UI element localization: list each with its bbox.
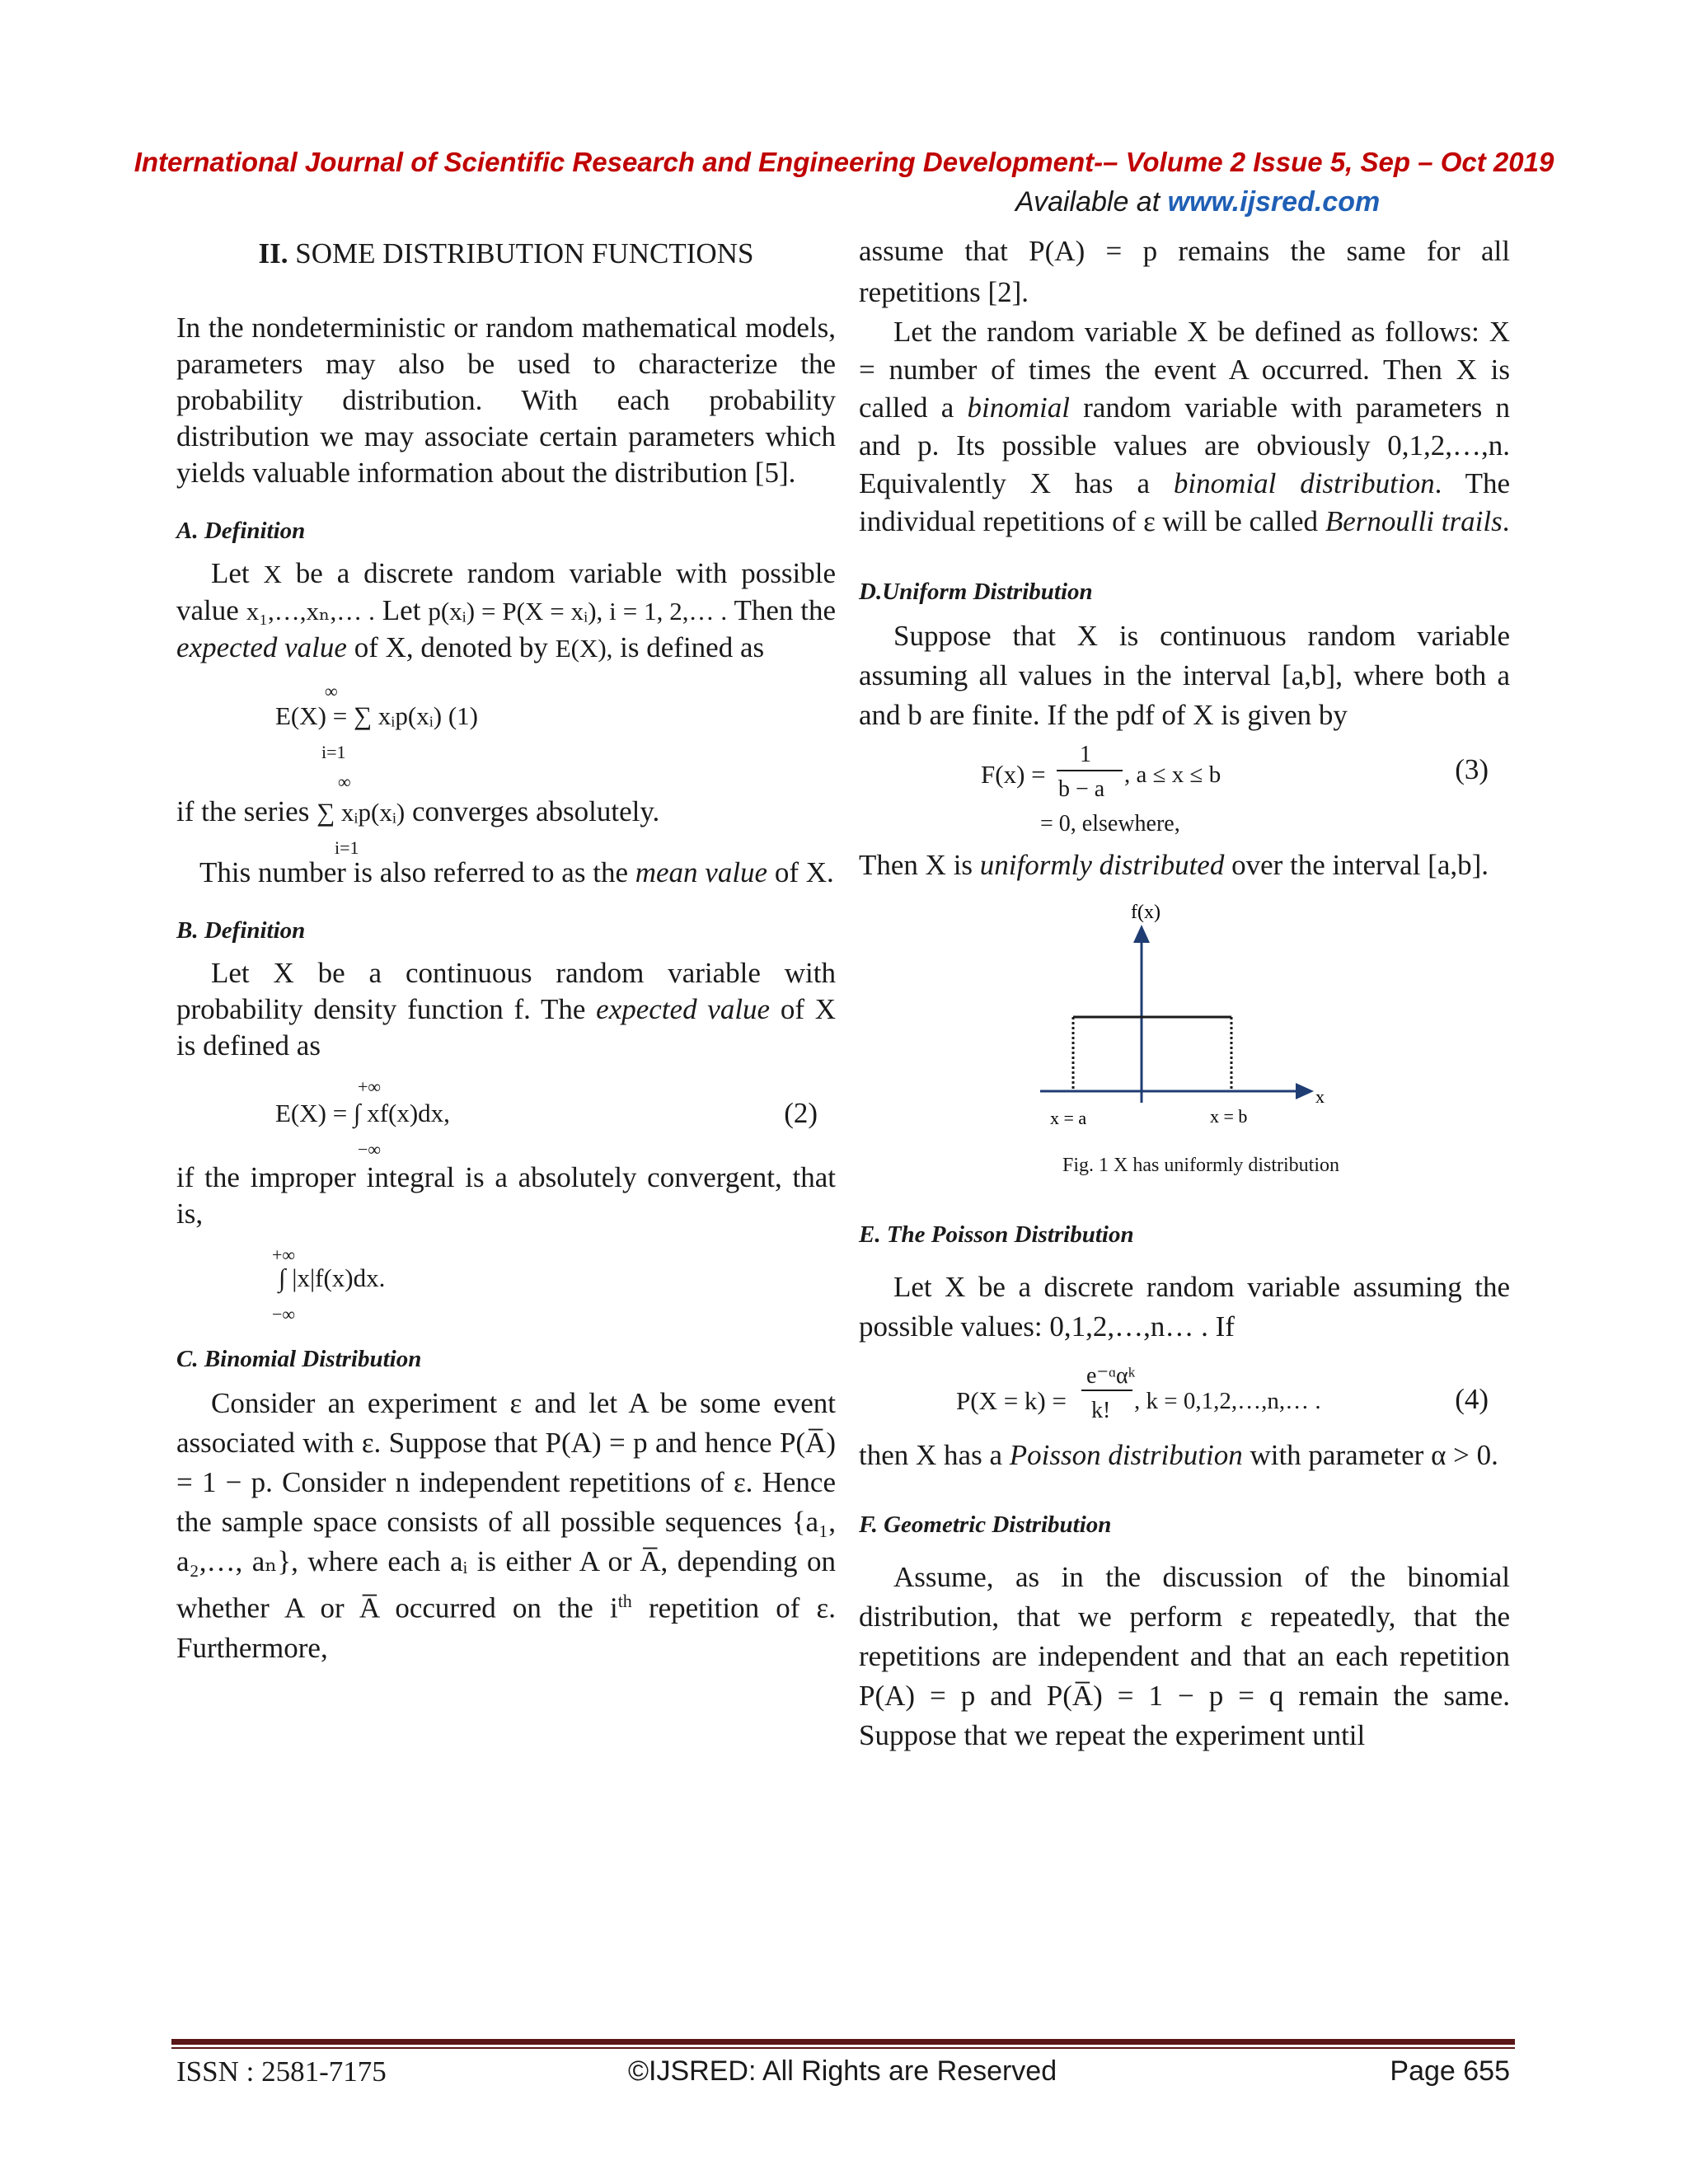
definition-a-heading: A. Definition [176,518,306,544]
equation-4-number: (4) [1455,1383,1489,1415]
mean-value-paragraph: This number is also referred to as the mean value of X. [199,856,834,888]
poisson-heading: E. The Poisson Distribution [859,1221,1134,1248]
intro-paragraph: In the nondeterministic or random mathematical models, parameters may also be used to characterize the probability distribution. With each probability distribution we may associate certain parameters which yields valuable information about the distribution [5]. [176,312,836,489]
equation-4: P(X = k) = e⁻ᵅαᵏ k! , k = 0,1,2,…,n,… . (4) [956,1363,1489,1423]
page-footer [176,2055,1510,2088]
definition-b-paragraph: Let X be a continuous random variable with probability density function f. The expected value of X is defined as [176,957,836,1062]
improper-integral-paragraph: if the improper integral is a absolutely convergent, that is, [176,1161,836,1230]
uniform-distribution-plot [859,892,1510,1139]
binomial-paragraph: Consider an experiment ε and let A be some event associated with ε. Suppose that P(A) = p and hence P(A̅) = 1 − p. Consider n independent repetitions of ε. Hence the sample space consists of all possible sequences {a₁, a₂,…, aₙ}, where each aᵢ is either A or A̅, depending on whether A or A̅ occurred on the $i^{th}$ repetition of ε. Furthermore, [176,1387,836,1664]
equation-3: F(x) = 1 b − a , a ≤ x ≤ b (3) = 0, elsewhere, [981,742,1489,837]
y-axis-arrow [1133,925,1150,943]
available-prefix: Available at [1015,186,1168,218]
uniform-conclusion: Then X is uniformly distributed over the interval [a,b]. [859,849,1489,881]
left-column [176,231,836,1668]
issn: ISSN : 2581-7175 [176,2055,387,2088]
available-at [1015,186,1380,218]
copyright: ©IJSRED: All Rights are Reserved [628,2055,1057,2087]
geometric-heading: F. Geometric Distribution [859,1511,1112,1538]
equation-3-number: (3) [1455,753,1489,785]
binomial-continued: assume that P(A) = p remains the same for all repetitions [2]. [859,235,1510,308]
geometric-paragraph: Assume, as in the discussion of the binomial distribution, that we perform ε repeatedly, that the repetitions are independent and that an each repetition P(A) = p and P(A̅) = 1 − p = q remain the same. Suppose that we repeat the experiment until [859,1561,1510,1751]
x-axis-arrow [1296,1083,1314,1099]
equation-1: ∞ E(X) = ∑ xᵢp(xᵢ) (1) i=1 [275,681,478,762]
equation-2-number: (2) [784,1097,818,1129]
binomial-rv-paragraph: Let the random variable X be defined as follows: X = number of times the event A occurred. Then X is called a binomial random variable with parameters n and p. Its possible values are obviously 0,1,2,…,n. Equivalently X has a binomial distribution. The individual repetitions of ε will be called Bernoulli trails. [859,316,1510,537]
uniform-paragraph: Suppose that X is continuous random variable assuming all values in the interval [a,b], where both a and b are finite. If the pdf of X is given by [859,620,1510,731]
section-title: SOME DISTRIBUTION FUNCTIONS [288,237,754,269]
journal-url-link[interactable]: www.ijsred.com [1167,186,1381,218]
y-axis-label: f(x) [1131,902,1160,923]
label-x-equals-b: x = b [1210,1106,1248,1127]
page-number: Page 655 [1390,2055,1510,2087]
journal-title: International Journal of Scientific Research and Engineering Development-– Volume 2 Issue 5, Sep – Oct 2019 [134,147,1554,177]
equation-2: +∞ E(X) = ∫ xf(x)dx, (2) −∞ [275,1076,818,1160]
absolute-integral: +∞ ∫ |x|f(x)dx. −∞ [272,1244,386,1324]
uniform-figure [859,892,1510,1147]
x-axis-label: x [1315,1086,1325,1107]
right-column [859,231,1510,1755]
label-x-equals-a: x = a [1050,1108,1087,1128]
section-number: II. [258,237,288,269]
footer-rule [171,2039,1515,2045]
figure-caption: Fig. 1 X has uniformly distribution [1062,1155,1339,1176]
footer-rule-thin [171,2047,1515,2049]
poisson-paragraph: Let X be a discrete random variable assuming the possible values: 0,1,2,…,n… . If [859,1271,1510,1343]
binomial-heading: C. Binomial Distribution [176,1346,422,1372]
uniform-heading: D.Uniform Distribution [859,579,1093,605]
poisson-conclusion: then X has a Poisson distribution with parameter α > 0. [859,1439,1498,1471]
series-line: ∞ if the series ∑ xᵢp(xᵢ) converges absolutely. i=1 [176,771,660,858]
definition-a-paragraph: Let X be a discrete random variable with possible value x₁,…,xₙ,… . Let p(xᵢ) = P(X = xᵢ), i = 1, 2,… . Then the expected value of X, denoted by E(X), is defined as [176,557,837,663]
section-heading [176,236,836,272]
definition-b-heading: B. Definition [176,917,306,944]
